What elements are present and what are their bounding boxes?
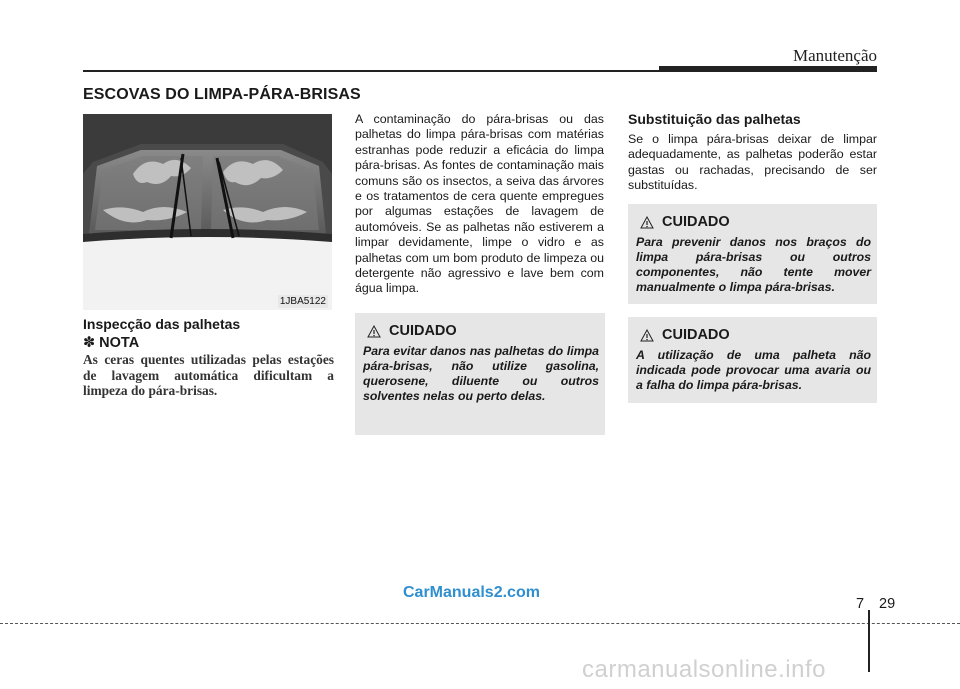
caution-box [628,204,877,304]
page-title: ESCOVAS DO LIMPA-PÁRA-BRISAS [83,86,361,103]
section-label: Manutenção [792,46,877,65]
windshield-wipers-illustration [83,114,332,310]
wiper-illustration [83,114,332,310]
inspection-heading: Inspecção das palhetas [83,316,241,332]
note-title: ✽ NOTA [83,335,140,351]
replacement-heading: Substituição das palhetas [628,111,801,127]
footer-rule [0,623,960,624]
caution-title-row [640,214,730,230]
caution-text: Para evitar danos nas palhetas do limpa pára-brisas, não utilize gasolina, querosene, diluente ou outros solventes nelas ou perto delas. [363,344,599,403]
caution-text: A utilização de uma palheta não indicada pode provocar uma avaria ou a falha do limpa pára-brisas. [636,348,871,392]
page-number: 29 [879,596,896,612]
caution-title: CUIDADO [389,323,457,339]
contamination-paragraph: A contaminação do pára-brisas ou das palhetas do limpa pára-brisas com matérias estranhas pode reduzir a eficácia do limpa pára-brisas. As fontes de contaminação mais comuns são os insectos, a seiva das árvores e os tratamentos de cera quente empregues por algumas estações de lavagem de automóveis. Se as palhetas não estiverem a limpar devidamente, limpe o vidro e as palhetas com um bom produto de limpeza ou detergente não agressivo e lave bem com água limpa. [355,112,604,296]
caution-text: Para prevenir danos nos braços do limpa pára-brisas ou outros componentes, não tente mover manualmente o limpa pára-brisas. [636,235,871,294]
warning-triangle-icon [640,216,654,229]
watermark-link[interactable]: CarManuals2.com [403,584,540,601]
caution-title-row [640,327,730,343]
chapter-number: 7 [856,596,865,612]
replacement-paragraph: Se o limpa pára-brisas deixar de limpar adequadamente, as palhetas poderão estar gastas ou rachadas, precisando de ser substituídas. [628,132,877,193]
warning-triangle-icon [367,325,381,338]
caution-title: CUIDADO [662,214,730,230]
caution-box [628,317,877,403]
header-rule [83,70,661,72]
caution-title-row [367,323,457,339]
caution-box [355,313,605,435]
header-rule-accent [659,66,877,72]
watermark-text: carmanualsonline.info [582,656,826,683]
caution-title: CUIDADO [662,327,730,343]
figure-code: 1JBA5122 [279,296,326,307]
note-text: As ceras quentes utilizadas pelas estações de lavagem automática dificultam a limpeza do pára-brisas. [83,352,334,398]
footer-divider [868,610,870,672]
warning-triangle-icon [640,329,654,342]
